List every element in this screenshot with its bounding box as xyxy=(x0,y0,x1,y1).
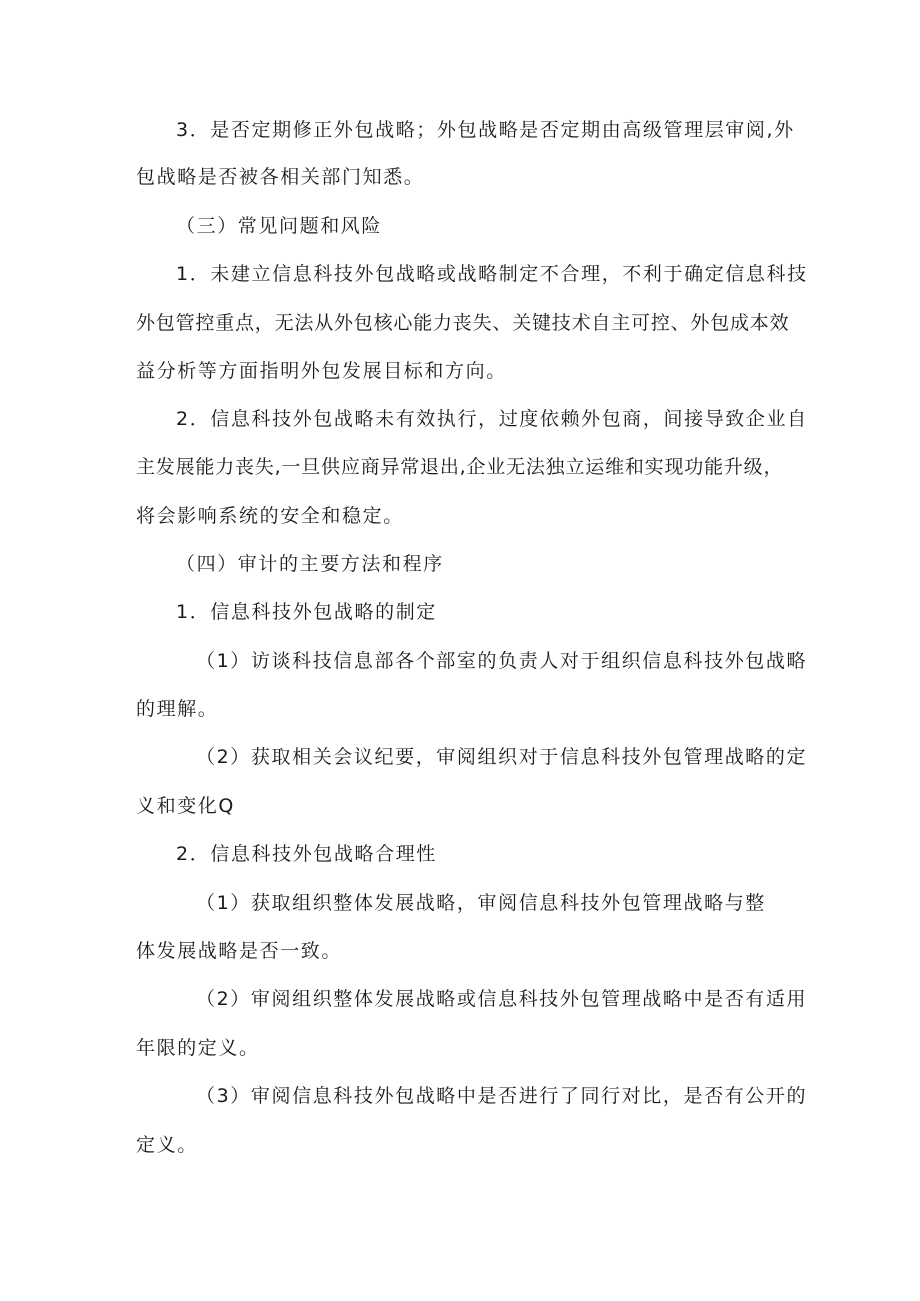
item-1-1-line-1: （1）访谈科技信息部各个部室的负责人对于组织信息科技外包战略 xyxy=(196,650,808,672)
item-1-1-line-2: 的理解。 xyxy=(136,698,219,720)
risk-1-line-3: 益分析等方面指明外包发展目标和方向。 xyxy=(136,360,507,382)
item-1-2-line-1: （2）获取相关会议纪要，审阅组织对于信息科技外包管理战略的定 xyxy=(196,746,808,768)
risk-2-line-1: 2．信息科技外包战略未有效执行，过度依赖外包商，间接导致企业自 xyxy=(176,408,808,430)
risk-1-line-1: 1．未建立信息科技外包战略或战略制定不合理，不利于确定信息科技 xyxy=(176,263,808,285)
section-heading-3: （三）常见问题和风险 xyxy=(176,215,383,237)
item-2-3-line-2: 定义。 xyxy=(136,1134,198,1156)
item-1-heading: 1．信息科技外包战略的制定 xyxy=(176,601,437,623)
item-2-3-line-1: （3）审阅信息科技外包战略中是否进行了同行对比，是否有公开的 xyxy=(196,1085,808,1107)
risk-1-line-2: 外包管控重点，无法从外包核心能力丧失、关键技术自主可控、外包成本效 xyxy=(136,312,790,334)
item-2-heading: 2．信息科技外包战略合理性 xyxy=(176,843,437,865)
paragraph-3-line-2: 包战略是否被各相关部门知悉。 xyxy=(136,166,425,188)
item-2-1-line-1: （1）获取组织整体发展战略，审阅信息科技外包管理战略与整 xyxy=(196,892,766,914)
paragraph-3-line-1: 3．是否定期修正外包战略；外包战略是否定期由高级管理层审阅,外 xyxy=(176,119,795,141)
item-1-2-line-2: 义和变化Q xyxy=(136,795,235,817)
risk-2-line-2: 主发展能力丧失,一旦供应商异常退出,企业无法独立运维和实现功能升级， xyxy=(136,456,784,478)
item-2-2-line-1: （2）审阅组织整体发展战略或信息科技外包管理战略中是否有适用 xyxy=(196,988,808,1010)
item-2-1-line-2: 体发展战略是否一致。 xyxy=(136,940,343,962)
section-heading-4: （四）审计的主要方法和程序 xyxy=(176,553,444,575)
risk-2-line-3: 将会影响系统的安全和稳定。 xyxy=(136,505,404,527)
item-2-2-line-2: 年限的定义。 xyxy=(136,1037,260,1059)
